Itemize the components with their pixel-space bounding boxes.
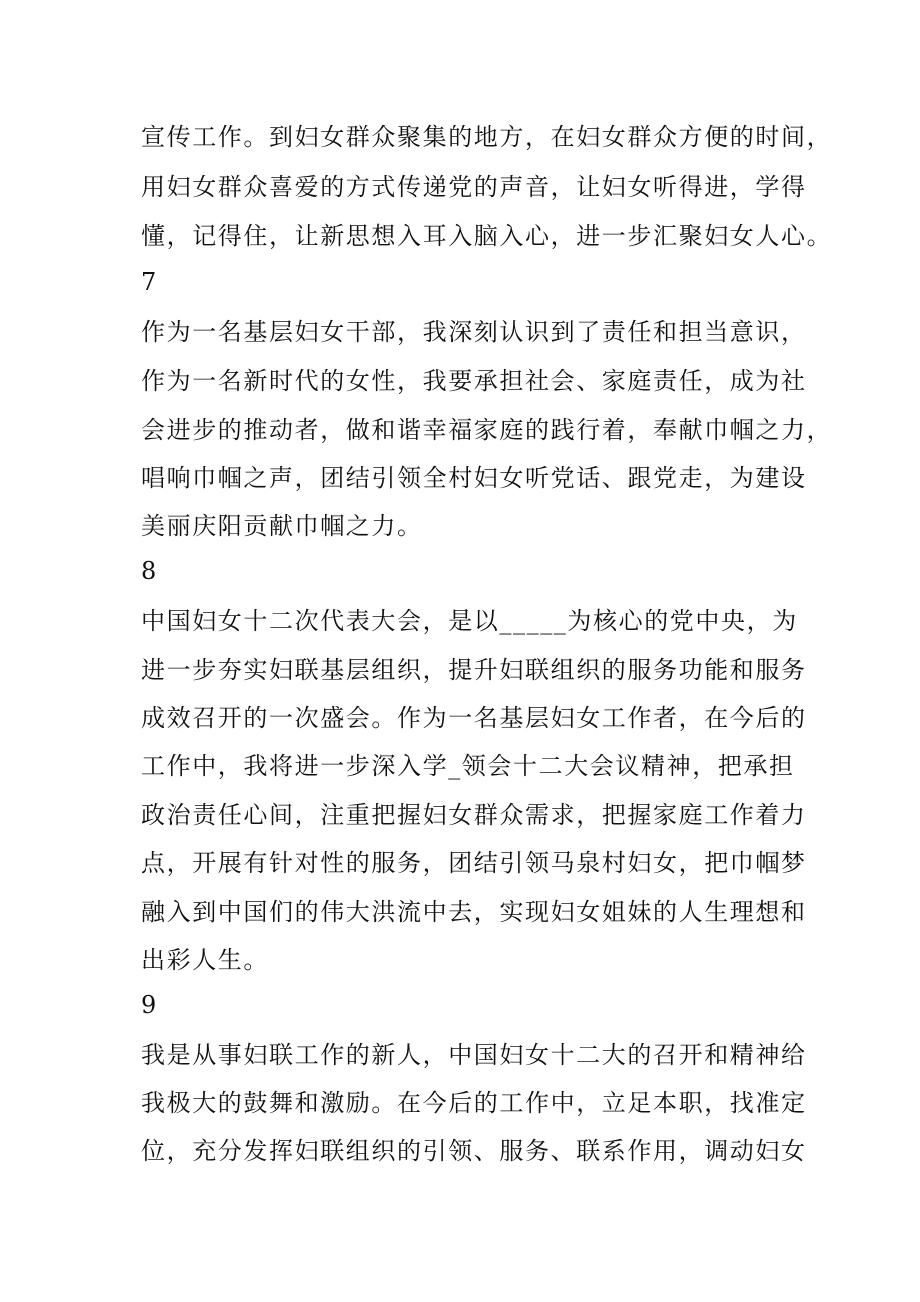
text-line: 用妇女群众喜爱的方式传递党的声音，让妇女听得进，学得 [141,173,807,201]
text-line: 作为一名新时代的女性，我要承担社会、家庭责任，成为社 [141,367,807,395]
text-line: 会进步的推动者，做和谐幸福家庭的践行着，奉献巾帼之力， [141,416,833,444]
section-number: 7 [141,268,157,296]
text-line: 作为一名基层妇女干部，我深刻认识到了责任和担当意识， [141,318,807,346]
text-line: 美丽庆阳贡献巾帼之力。 [141,512,423,540]
text-line: 进一步夯实妇联基层组织，提升妇联组织的服务功能和服务 [141,656,807,684]
text-line: 我是从事妇联工作的新人，中国妇女十二大的召开和精神给 [141,1041,807,1069]
text-line: 工作中，我将进一步深入学_领会十二大会议精神，把承担 [141,752,795,780]
text-line: 出彩人生。 [141,946,269,974]
section-number: 8 [141,557,157,585]
text-line: 中国妇女十二次代表大会，是以_____为核心的党中央，为 [141,607,798,635]
text-line: 唱响巾帼之声，团结引领全村妇女听党话、跟党走，为建设 [141,464,807,492]
text-line: 我极大的鼓舞和激励。在今后的工作中，立足本职，找准定 [141,1089,807,1117]
text-line: 融入到中国们的伟大洪流中去，实现妇女姐妹的人生理想和 [141,898,807,926]
text-line: 政治责任心间，注重把握妇女群众需求，把握家庭工作着力 [141,801,807,829]
section-number: 9 [141,991,157,1019]
text-line: 位，充分发挥妇联组织的引领、服务、联系作用，调动妇女 [141,1137,807,1165]
text-line: 懂，记得住，让新思想入耳入脑入心，进一步汇聚妇女人心。 [141,222,833,250]
text-line: 宣传工作。到妇女群众聚集的地方，在妇女群众方便的时间， [141,123,833,151]
text-line: 点，开展有针对性的服务，团结引领马泉村妇女，把巾帼梦 [141,849,807,877]
text-line: 成效召开的一次盛会。作为一名基层妇女工作者，在今后的 [141,704,807,732]
